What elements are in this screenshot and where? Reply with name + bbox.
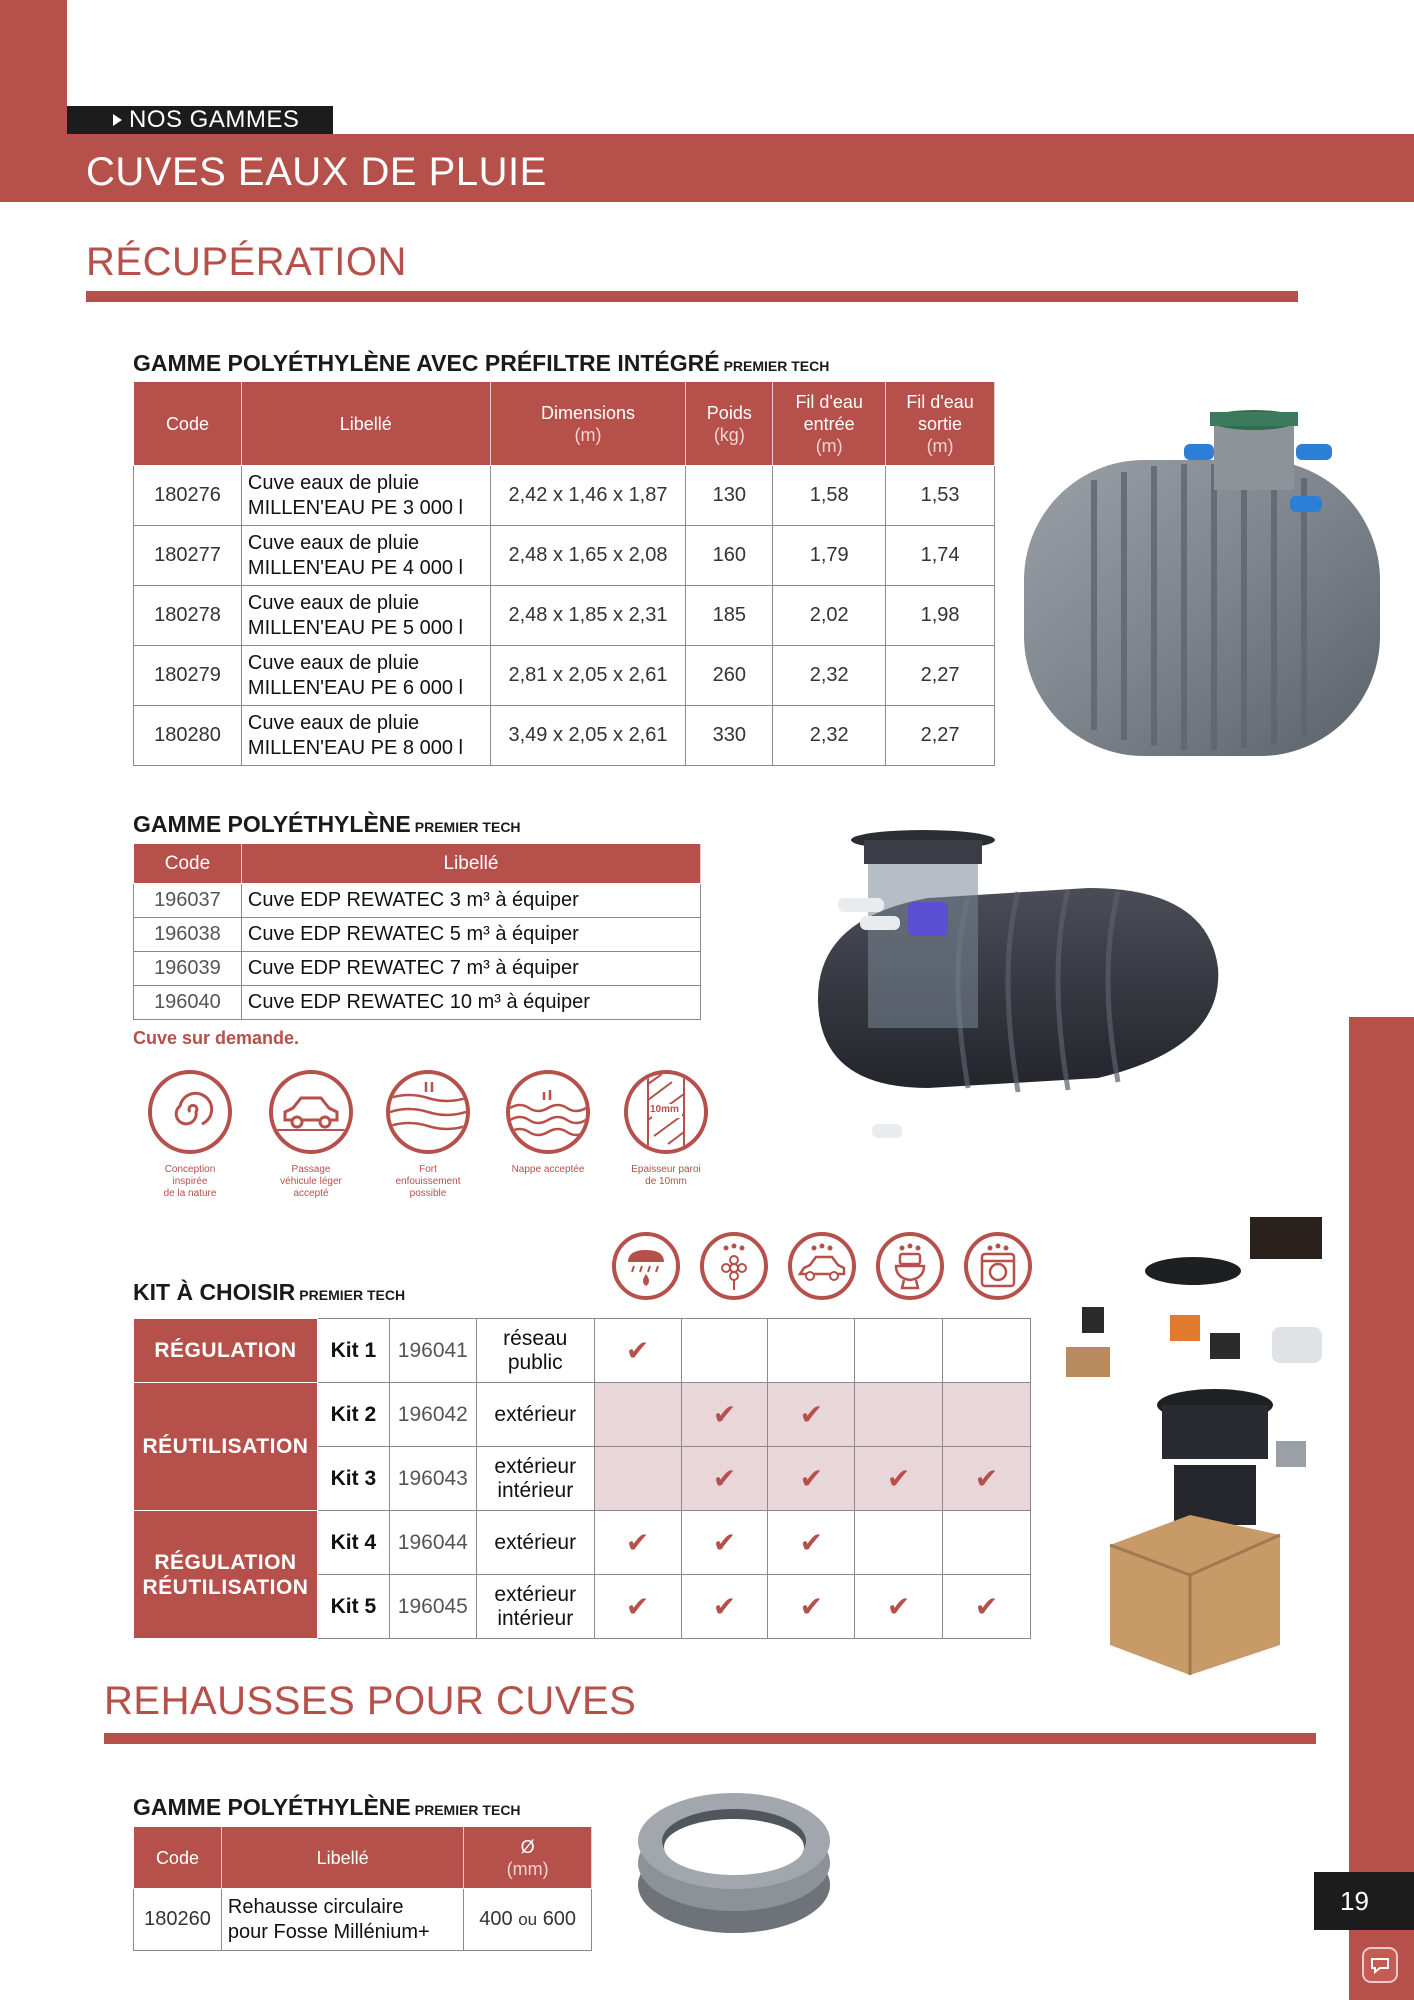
section-title-recuperation: RÉCUPÉRATION xyxy=(86,240,407,284)
cell-entree: 2,32 xyxy=(773,646,886,706)
cell-libelle-l1: Cuve eaux de pluie xyxy=(247,711,420,734)
cell-libelle xyxy=(221,1889,463,1951)
cell-kit: Kit 4 xyxy=(317,1511,389,1575)
cell-kit: Kit 1 xyxy=(317,1319,389,1383)
col-libelle: Libellé xyxy=(241,844,700,884)
feature-caption xyxy=(611,1164,721,1188)
cell-libelle: Cuve EDP REWATEC 7 m³ à équiper xyxy=(241,952,700,986)
col-code: Code xyxy=(134,382,242,466)
washing-machine-icon xyxy=(964,1232,1032,1300)
caption-line: accepté xyxy=(293,1188,329,1199)
table-polyethylene-rewatec xyxy=(133,843,701,1020)
cell-libelle-l2: MILLEN'EAU PE 3 000 l xyxy=(247,496,463,519)
check-cell: ✔ xyxy=(943,1575,1031,1639)
cell-dimensions: 2,42 x 1,46 x 1,87 xyxy=(490,466,686,526)
cell-sortie: 1,74 xyxy=(886,526,995,586)
check-cell xyxy=(855,1319,943,1383)
cell-code: 196045 xyxy=(389,1575,476,1639)
check-cell: ✔ xyxy=(855,1447,943,1511)
cell-dimensions: 3,49 x 2,05 x 2,61 xyxy=(490,706,686,766)
cell-libelle-l2: MILLEN'EAU PE 8 000 l xyxy=(247,736,463,759)
cell-libelle-l2: MILLEN'EAU PE 4 000 l xyxy=(247,556,463,579)
cell-poids: 160 xyxy=(686,526,773,586)
caption-line: de la nature xyxy=(163,1188,217,1199)
check-cell: ✔ xyxy=(681,1447,768,1511)
col-poids-unit: (kg) xyxy=(713,424,745,445)
cell-dimensions: 2,81 x 2,05 x 2,61 xyxy=(490,646,686,706)
table-row xyxy=(134,1511,1031,1575)
col-poids xyxy=(686,382,773,466)
cell-diametre xyxy=(464,1889,592,1951)
cell-libelle xyxy=(241,466,490,526)
col-entree-unit: (m) xyxy=(815,435,843,456)
check-cell xyxy=(943,1511,1031,1575)
rehausse-ring-image xyxy=(634,1785,834,1945)
cell-libelle-l2: pour Fosse Millénium+ xyxy=(227,1920,430,1943)
triangle-bullet-icon xyxy=(113,114,122,126)
page-number: 19 xyxy=(1314,1872,1414,1930)
category-l2: RÉUTILISATION xyxy=(142,1575,309,1599)
section-title-rehausses: REHAUSSES POUR CUVES xyxy=(104,1679,637,1723)
kit-components-image xyxy=(1050,1215,1340,1685)
check-cell: ✔ xyxy=(943,1447,1031,1511)
table-header-row xyxy=(134,844,701,884)
check-cell xyxy=(681,1319,768,1383)
cell-code: 196038 xyxy=(134,918,242,952)
col-entree-l2: entrée xyxy=(803,413,855,434)
table1-brand: PREMIER TECH xyxy=(723,358,830,374)
check-cell xyxy=(855,1383,943,1447)
table1-title-text: GAMME POLYÉTHYLÈNE AVEC PRÉFILTRE INTÉGRÉ xyxy=(133,350,720,376)
check-cell: ✔ xyxy=(681,1383,768,1447)
cell-libelle-l1: Rehausse circulaire xyxy=(227,1895,404,1918)
cell-entree: 1,79 xyxy=(773,526,886,586)
cell-code: 196041 xyxy=(389,1319,476,1383)
col-dimensions-unit: (m) xyxy=(574,424,602,445)
feature-nappe xyxy=(493,1070,603,1176)
usage-l1: réseau xyxy=(503,1326,568,1350)
chat-bubble-icon[interactable] xyxy=(1361,1946,1399,1984)
check-cell: ✔ xyxy=(681,1575,768,1639)
caption-line: de 10mm xyxy=(645,1176,687,1187)
table-row xyxy=(134,918,701,952)
cell-usage: extérieur xyxy=(476,1383,594,1447)
usage-l1: extérieur xyxy=(494,1454,577,1478)
flower-garden-icon xyxy=(700,1232,768,1300)
feature-caption xyxy=(256,1164,366,1200)
wall-thickness-badge: 10mm xyxy=(650,1104,679,1115)
cell-poids: 130 xyxy=(686,466,773,526)
col-dimensions xyxy=(490,382,686,466)
table2-brand: PREMIER TECH xyxy=(414,819,521,835)
kit-brand: PREMIER TECH xyxy=(299,1287,406,1303)
caption-line: Passage xyxy=(291,1164,331,1175)
wall-thickness-icon xyxy=(624,1070,708,1154)
cell-code: 196039 xyxy=(134,952,242,986)
cell-libelle-l1: Cuve eaux de pluie xyxy=(247,531,420,554)
feature-conception xyxy=(135,1070,245,1200)
table-row xyxy=(134,1889,592,1951)
caption-line: enfouissement xyxy=(395,1176,461,1187)
cell-libelle: Cuve EDP REWATEC 10 m³ à équiper xyxy=(241,986,700,1020)
spiral-icon xyxy=(148,1070,232,1154)
caption-line: Fort xyxy=(419,1164,437,1175)
car-icon xyxy=(269,1070,353,1154)
cell-code: 196044 xyxy=(389,1511,476,1575)
diam-400: 400 xyxy=(479,1908,513,1930)
col-diametre-symbol: Ø xyxy=(520,1836,535,1857)
table-row xyxy=(134,952,701,986)
col-libelle: Libellé xyxy=(221,1827,463,1889)
cell-libelle: Cuve EDP REWATEC 3 m³ à équiper xyxy=(241,884,700,918)
cell-code: 180276 xyxy=(134,466,242,526)
col-entree-l1: Fil d'eau xyxy=(795,391,863,412)
cell-sortie: 2,27 xyxy=(886,646,995,706)
cell-libelle xyxy=(241,646,490,706)
table-row xyxy=(134,466,995,526)
table4-title-text: GAMME POLYÉTHYLÈNE xyxy=(133,1794,411,1820)
col-poids-label: Poids xyxy=(706,402,752,423)
kit-title xyxy=(133,1278,405,1309)
diam-or: ou xyxy=(518,1910,538,1929)
cell-libelle xyxy=(241,586,490,646)
section-rule xyxy=(86,291,1298,302)
col-sortie-l1: Fil d'eau xyxy=(906,391,974,412)
cell-poids: 260 xyxy=(686,646,773,706)
check-cell xyxy=(594,1447,681,1511)
col-code: Code xyxy=(134,1827,222,1889)
cell-code: 180260 xyxy=(134,1889,222,1951)
table2-title-text: GAMME POLYÉTHYLÈNE xyxy=(133,811,411,837)
feature-caption xyxy=(493,1164,603,1176)
feature-caption xyxy=(373,1164,483,1200)
cell-libelle xyxy=(241,706,490,766)
check-cell: ✔ xyxy=(594,1319,681,1383)
table-polyethylene-prefiltre xyxy=(133,381,995,766)
check-cell: ✔ xyxy=(768,1511,855,1575)
check-cell xyxy=(594,1383,681,1447)
table-row xyxy=(134,884,701,918)
col-fil-entree xyxy=(773,382,886,466)
feature-caption xyxy=(135,1164,245,1200)
cell-entree: 1,58 xyxy=(773,466,886,526)
cell-sortie: 2,27 xyxy=(886,706,995,766)
caption-line: véhicule léger xyxy=(280,1176,342,1187)
cell-kit: Kit 5 xyxy=(317,1575,389,1639)
caption-line: possible xyxy=(409,1188,447,1199)
cell-code: 180277 xyxy=(134,526,242,586)
car-wash-icon xyxy=(788,1232,856,1300)
diam-600: 600 xyxy=(542,1908,577,1930)
cell-entree: 2,32 xyxy=(773,706,886,766)
cell-kit: Kit 2 xyxy=(317,1383,389,1447)
table-rehausses xyxy=(133,1826,592,1951)
check-cell: ✔ xyxy=(768,1447,855,1511)
cell-code: 196037 xyxy=(134,884,242,918)
water-table-icon xyxy=(506,1070,590,1154)
rewatec-tank-image xyxy=(808,828,1238,1148)
table-header-row xyxy=(134,1827,592,1889)
usage-l1: extérieur xyxy=(494,1582,577,1606)
caption-line: Epaisseur paroi xyxy=(631,1164,701,1175)
cell-code: 180279 xyxy=(134,646,242,706)
caption-line: Nappe acceptée xyxy=(511,1164,585,1175)
category-reutilisation: RÉUTILISATION xyxy=(134,1383,318,1511)
col-fil-sortie xyxy=(886,382,995,466)
usage-l2: intérieur xyxy=(497,1606,574,1630)
cell-dimensions: 2,48 x 1,85 x 2,31 xyxy=(490,586,686,646)
check-cell: ✔ xyxy=(855,1575,943,1639)
cell-kit: Kit 3 xyxy=(317,1447,389,1511)
table-row xyxy=(134,646,995,706)
check-cell xyxy=(855,1511,943,1575)
section-rule xyxy=(104,1733,1316,1744)
caption-line: Conception xyxy=(164,1164,216,1175)
table-row xyxy=(134,706,995,766)
check-cell: ✔ xyxy=(768,1575,855,1639)
cell-sortie: 1,53 xyxy=(886,466,995,526)
cell-libelle-l1: Cuve eaux de pluie xyxy=(247,651,420,674)
page-title: CUVES EAUX DE PLUIE xyxy=(86,150,547,194)
cell-usage xyxy=(476,1319,594,1383)
cell-dimensions: 2,48 x 1,65 x 2,08 xyxy=(490,526,686,586)
right-accent-bar xyxy=(1349,1017,1414,2000)
feature-epaisseur xyxy=(611,1070,721,1188)
check-cell: ✔ xyxy=(768,1383,855,1447)
table-row xyxy=(134,526,995,586)
caption-line: inspirée xyxy=(172,1176,208,1187)
cell-code: 196040 xyxy=(134,986,242,1020)
cell-libelle-l2: MILLEN'EAU PE 5 000 l xyxy=(247,616,463,639)
category-regulation: RÉGULATION xyxy=(134,1319,318,1383)
col-dimensions-label: Dimensions xyxy=(540,402,636,423)
cell-code: 196043 xyxy=(389,1447,476,1511)
cell-libelle xyxy=(241,526,490,586)
check-cell: ✔ xyxy=(594,1511,681,1575)
check-cell xyxy=(943,1319,1031,1383)
cell-sortie: 1,98 xyxy=(886,586,995,646)
toilet-icon xyxy=(876,1232,944,1300)
section-tag-label: NOS GAMMES xyxy=(129,106,300,133)
table-row xyxy=(134,1319,1031,1383)
usage-l2: intérieur xyxy=(497,1478,574,1502)
table-row xyxy=(134,986,701,1020)
cell-libelle-l2: MILLEN'EAU PE 6 000 l xyxy=(247,676,463,699)
category-l1: RÉGULATION xyxy=(154,1550,297,1574)
category-regulation-reutilisation xyxy=(134,1511,318,1639)
col-diametre xyxy=(464,1827,592,1889)
cell-usage: extérieur xyxy=(476,1511,594,1575)
cell-usage xyxy=(476,1575,594,1639)
cell-poids: 330 xyxy=(686,706,773,766)
col-sortie-unit: (m) xyxy=(926,435,954,456)
cell-code: 196042 xyxy=(389,1383,476,1447)
section-tag xyxy=(67,106,333,134)
rain-cloud-icon xyxy=(612,1232,680,1300)
check-cell xyxy=(768,1319,855,1383)
kit-title-text: KIT À CHOISIR xyxy=(133,1279,296,1305)
table1-title xyxy=(133,349,829,380)
millen-eau-tank-image xyxy=(1024,400,1384,770)
cell-libelle: Cuve EDP REWATEC 5 m³ à équiper xyxy=(241,918,700,952)
cell-code: 180278 xyxy=(134,586,242,646)
cell-code: 180280 xyxy=(134,706,242,766)
col-code: Code xyxy=(134,844,242,884)
table-row xyxy=(134,586,995,646)
check-cell: ✔ xyxy=(594,1575,681,1639)
cell-libelle-l1: Cuve eaux de pluie xyxy=(247,591,420,614)
col-diametre-unit: (mm) xyxy=(506,1858,549,1879)
table2-title xyxy=(133,810,521,841)
note-cuve-sur-demande: Cuve sur demande. xyxy=(133,1028,300,1048)
soil-icon xyxy=(386,1070,470,1154)
cell-entree: 2,02 xyxy=(773,586,886,646)
usage-l2: public xyxy=(507,1350,563,1374)
table-kit-a-choisir xyxy=(133,1318,1031,1639)
col-sortie-l2: sortie xyxy=(918,413,963,434)
cell-libelle-l1: Cuve eaux de pluie xyxy=(247,471,420,494)
feature-passage xyxy=(256,1070,366,1200)
table4-brand: PREMIER TECH xyxy=(414,1802,521,1818)
check-cell xyxy=(943,1383,1031,1447)
table-row xyxy=(134,1383,1031,1447)
table4-title xyxy=(133,1793,521,1824)
check-cell: ✔ xyxy=(681,1511,768,1575)
table-header-row xyxy=(134,382,995,466)
feature-enfouissement xyxy=(373,1070,483,1200)
cell-poids: 185 xyxy=(686,586,773,646)
cell-usage xyxy=(476,1447,594,1511)
col-libelle: Libellé xyxy=(241,382,490,466)
